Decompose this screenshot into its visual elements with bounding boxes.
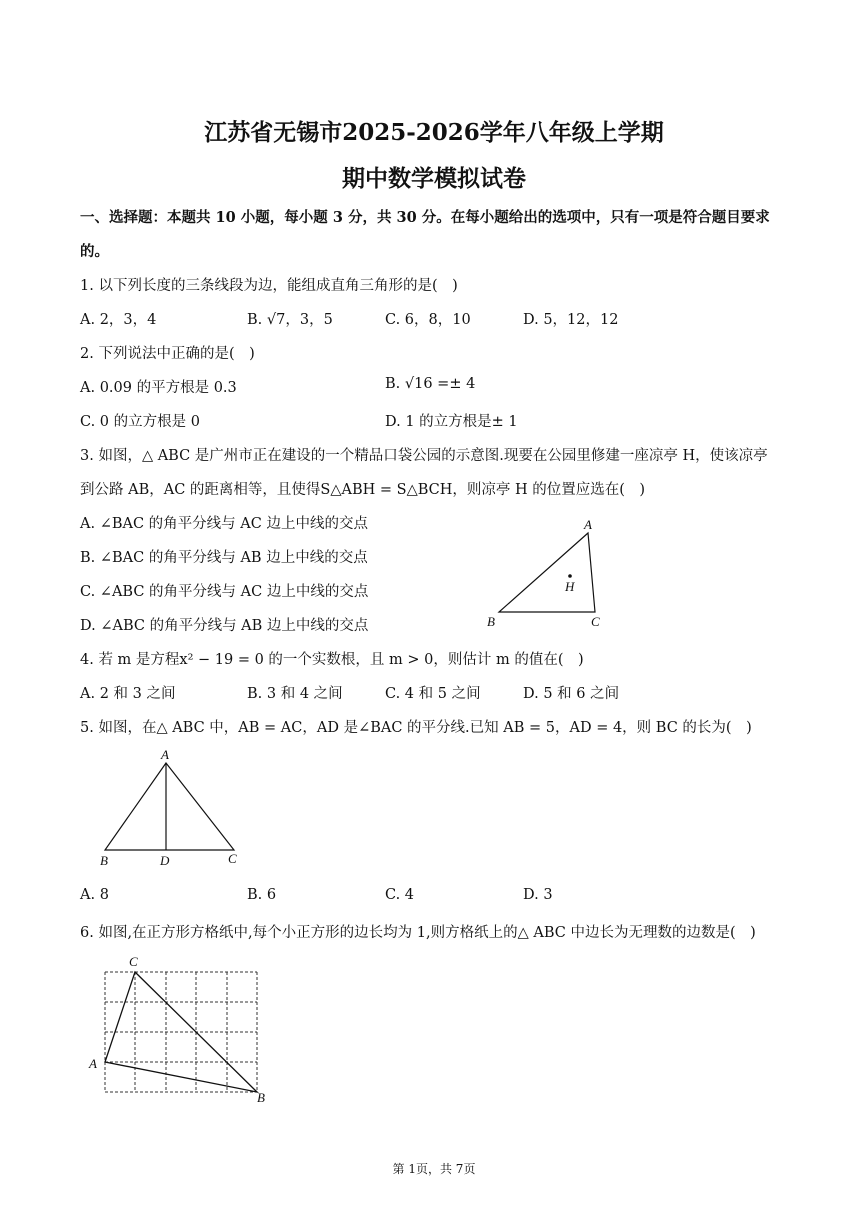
q6-grid [105, 972, 257, 1092]
page-footer: 第 1页，共 7页 [392, 1162, 476, 1176]
q2-option-a: A. 0.09 的平方根是 0.3 [80, 380, 237, 396]
section-heading-cont: 的。 [80, 243, 109, 260]
section-heading: 一、选择题：本题共 10 小题，每小题 3 分，共 30 分。在每小题给出的选项中，只有一项是符合题目要求 [80, 209, 770, 226]
q2-option-b: B. √16 =± 4 [385, 376, 476, 392]
q5-label-c: C [228, 851, 237, 866]
q2-option-d: D. 1 的立方根是± 1 [385, 414, 518, 430]
q3-triangle-figure [480, 515, 610, 633]
q5-option-c: C. 4 [385, 887, 415, 903]
q4-option-c: C. 4 和 5 之间 [385, 686, 481, 702]
q3-option-c: C. ∠ABC 的角平分线与 AC 边上中线的交点 [80, 584, 369, 600]
page-subtitle: 期中数学模拟试卷 [342, 165, 526, 192]
q1-option-d: D. 5，12，12 [523, 312, 619, 328]
question-3-stem: 3. 如图，△ ABC 是广州市正在建设的一个精品口袋公园的示意图.现要在公园里修建一座凉亭 H，使该凉亭 [80, 448, 768, 464]
q4-option-b: B. 3 和 4 之间 [247, 686, 343, 702]
q4-option-d: D. 5 和 6 之间 [523, 686, 620, 702]
q3-option-b: B. ∠BAC 的角平分线与 AB 边上中线的交点 [80, 550, 368, 566]
question-4-stem: 4. 若 m 是方程x² − 19 = 0 的一个实数根，且 m > 0，则估计 m 的值在( ) [80, 652, 584, 668]
q3-label-b: B [487, 614, 495, 629]
q6-label-c: C [129, 954, 138, 969]
q3-triangle [499, 533, 595, 612]
question-2-stem: 2. 下列说法中正确的是( ) [80, 346, 255, 362]
question-1-stem: 1. 以下列长度的三条线段为边，能组成直角三角形的是( ) [80, 278, 458, 294]
question-5-stem: 5. 如图，在△ ABC 中，AB = AC，AD 是∠BAC 的平分线.已知 AB = 5，AD = 4，则 BC 的长为( ) [80, 720, 752, 736]
q5-label-d: D [160, 853, 170, 868]
q5-option-a: A. 8 [80, 887, 109, 903]
q3-point-h [568, 574, 572, 578]
q5-option-b: B. 6 [247, 887, 277, 903]
q5-triangle [105, 763, 234, 850]
q1-option-b: B. √7，3，5 [247, 312, 333, 328]
q3-label-h: H [565, 579, 575, 594]
question-3-stem-cont: 到公路 AB，AC 的距离相等，且使得S△ABH = S△BCH，则凉亭 H 的位置应选在( ) [80, 482, 646, 498]
q3-option-d: D. ∠ABC 的角平分线与 AB 边上中线的交点 [80, 618, 369, 634]
question-6-stem: 6. 如图,在正方形方格纸中,每个小正方形的边长均为 1,则方格纸上的△ ABC 中边长为无理数的边数是( ) [80, 925, 756, 941]
q1-option-a: A. 2，3，4 [80, 312, 157, 328]
q6-label-a: A [89, 1056, 97, 1071]
page-title: 江苏省无锡市2025-2026学年八年级上学期 [204, 119, 664, 146]
q5-option-d: D. 3 [523, 887, 553, 903]
q5-label-b: B [100, 853, 108, 868]
q1-option-c: C. 6，8，10 [385, 312, 471, 328]
q2-option-c: C. 0 的立方根是 0 [80, 414, 200, 430]
q3-label-c: C [591, 614, 600, 629]
q6-grid-figure [85, 950, 275, 1110]
q5-label-a: A [161, 747, 169, 762]
q3-label-a: A [584, 517, 592, 532]
q3-option-a: A. ∠BAC 的角平分线与 AC 边上中线的交点 [80, 516, 368, 532]
q5-triangle-figure [95, 745, 245, 870]
q6-label-b: B [257, 1090, 265, 1105]
q4-option-a: A. 2 和 3 之间 [80, 686, 176, 702]
